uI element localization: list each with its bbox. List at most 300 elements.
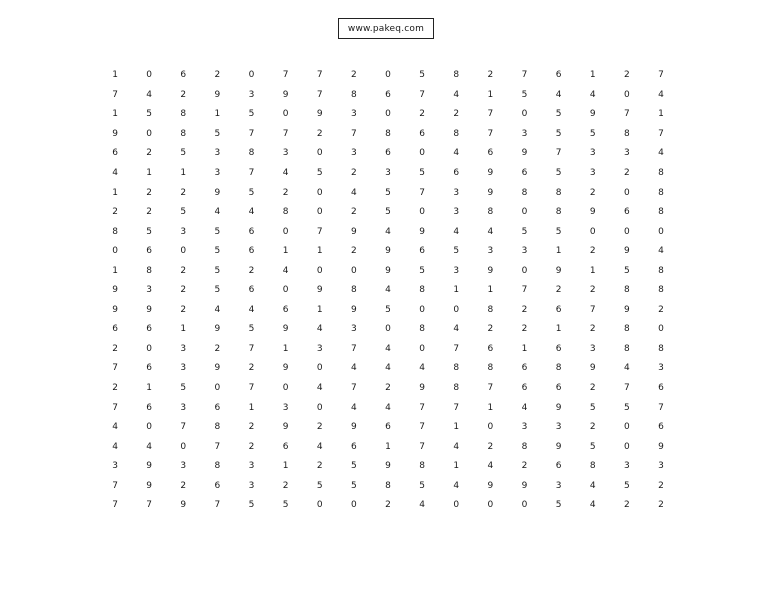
grid-cell: 5: [214, 246, 221, 257]
grid-cell: 6: [180, 70, 187, 81]
grid-cell: 4: [112, 441, 118, 452]
grid-cell: 6: [146, 246, 153, 257]
grid-cell: 0: [282, 285, 289, 296]
grid-cell: 9: [146, 304, 153, 315]
grid-row: [98, 301, 678, 321]
grid-cell: 0: [316, 207, 323, 218]
grid-cell: 1: [487, 89, 494, 100]
grid-cell: 5: [214, 128, 221, 139]
grid-cell: 1: [658, 109, 664, 120]
grid-cell: 5: [453, 246, 460, 257]
grid-cell: 8: [623, 128, 630, 139]
grid-cell: 4: [385, 226, 391, 237]
grid-cell: 4: [316, 383, 323, 394]
grid-cell: 1: [146, 383, 153, 394]
grid-cell: 0: [419, 207, 425, 218]
grid-cell: 0: [385, 324, 391, 335]
grid-cell: 4: [351, 363, 357, 374]
grid-cell: 9: [623, 246, 630, 257]
grid-cell: 4: [453, 89, 460, 100]
grid-cell: 5: [555, 500, 562, 511]
grid-cell: 1: [180, 324, 187, 335]
grid-cell: 0: [316, 265, 323, 276]
grid-cell: 1: [282, 343, 289, 354]
grid-cell: 8: [385, 480, 391, 491]
grid-cell: 7: [112, 500, 118, 511]
grid-cell: 6: [112, 148, 118, 159]
grid-cell: 2: [351, 246, 357, 257]
grid-cell: 2: [487, 441, 494, 452]
grid-cell: 5: [316, 480, 323, 491]
grid-cell: 5: [589, 402, 596, 413]
grid-cell: 2: [521, 304, 528, 315]
grid-cell: 7: [248, 128, 255, 139]
grid-cell: 0: [453, 500, 460, 511]
grid-cell: 7: [487, 383, 494, 394]
grid-row: [98, 183, 678, 203]
grid-cell: 2: [521, 324, 528, 335]
grid-cell: 0: [351, 500, 357, 511]
grid-cell: 8: [487, 304, 494, 315]
grid-cell: 0: [282, 383, 289, 394]
grid-cell: 5: [521, 226, 528, 237]
grid-cell: 8: [487, 207, 494, 218]
grid-cell: 7: [453, 343, 460, 354]
grid-cell: 5: [419, 265, 425, 276]
grid-cell: 7: [112, 402, 118, 413]
grid-cell: 3: [521, 246, 528, 257]
grid-cell: 3: [589, 343, 596, 354]
grid-cell: 8: [214, 422, 221, 433]
grid-cell: 4: [282, 265, 289, 276]
grid-cell: 1: [248, 402, 255, 413]
grid-cell: 6: [419, 246, 425, 257]
grid-cell: 3: [385, 168, 391, 178]
grid-cell: 5: [180, 207, 187, 218]
grid-cell: 0: [316, 363, 323, 374]
grid-cell: 1: [589, 265, 596, 276]
grid-row: [98, 476, 678, 496]
grid-cell: 3: [658, 363, 664, 374]
grid-cell: 4: [658, 89, 664, 100]
grid-cell: 1: [555, 324, 562, 335]
grid-cell: 3: [248, 89, 255, 100]
grid-cell: 7: [658, 402, 664, 413]
grid-cell: 9: [180, 500, 187, 511]
grid-cell: 5: [248, 324, 255, 335]
grid-cell: 2: [146, 148, 153, 159]
grid-cell: 4: [214, 207, 221, 218]
grid-cell: 2: [180, 89, 187, 100]
grid-cell: 3: [180, 402, 187, 413]
grid-cell: 6: [112, 324, 118, 335]
grid-cell: 9: [351, 422, 357, 433]
grid-cell: 8: [521, 441, 528, 452]
grid-cell: 5: [316, 168, 323, 178]
grid-cell: 0: [180, 441, 187, 452]
grid-cell: 7: [521, 285, 528, 296]
grid-cell: 1: [214, 109, 221, 120]
grid-cell: 8: [351, 89, 357, 100]
grid-cell: 8: [623, 343, 630, 354]
grid-cell: 9: [555, 265, 562, 276]
grid-cell: 2: [112, 207, 118, 218]
grid-cell: 5: [623, 265, 630, 276]
grid-cell: 5: [282, 500, 289, 511]
grid-cell: 4: [351, 187, 357, 198]
grid-cell: 7: [658, 70, 664, 81]
grid-cell: 6: [248, 226, 255, 237]
grid-cell: 7: [419, 89, 425, 100]
grid-cell: 2: [487, 70, 494, 81]
grid-cell: 5: [214, 285, 221, 296]
grid-cell: 9: [112, 285, 118, 296]
grid-cell: 2: [282, 187, 289, 198]
grid-cell: 6: [214, 402, 221, 413]
grid-cell: 0: [282, 226, 289, 237]
grid-cell: 9: [487, 187, 494, 198]
grid-cell: 8: [658, 265, 664, 276]
grid-cell: 1: [453, 461, 460, 472]
grid-cell: 4: [453, 148, 460, 159]
grid-row: [98, 281, 678, 301]
grid-cell: 9: [419, 383, 425, 394]
grid-cell: 9: [589, 207, 596, 218]
grid-row: [98, 496, 678, 516]
grid-cell: 6: [385, 422, 391, 433]
grid-row: [98, 418, 678, 438]
grid-cell: 5: [180, 383, 187, 394]
grid-cell: 3: [555, 480, 562, 491]
grid-cell: 4: [658, 246, 664, 257]
grid-cell: 6: [555, 343, 562, 354]
grid-cell: 6: [419, 128, 425, 139]
grid-row: [98, 261, 678, 281]
grid-cell: 9: [146, 480, 153, 491]
grid-cell: 6: [351, 441, 357, 452]
grid-cell: 4: [112, 422, 118, 433]
grid-cell: 4: [146, 89, 153, 100]
grid-cell: 2: [658, 304, 664, 315]
grid-cell: 7: [658, 128, 664, 139]
grid-cell: 3: [623, 148, 630, 159]
grid-cell: 2: [589, 187, 596, 198]
grid-cell: 5: [385, 187, 391, 198]
grid-cell: 5: [419, 480, 425, 491]
grid-cell: 1: [385, 441, 391, 452]
grid-cell: 8: [453, 70, 460, 81]
grid-cell: 9: [521, 480, 528, 491]
grid-cell: 2: [589, 422, 596, 433]
grid-cell: 5: [623, 480, 630, 491]
grid-cell: 9: [112, 128, 118, 139]
grid-cell: 6: [453, 168, 460, 178]
grid-cell: 9: [214, 324, 221, 335]
grid-cell: 8: [589, 461, 596, 472]
grid-cell: 4: [453, 441, 460, 452]
grid-cell: 1: [589, 70, 596, 81]
grid-cell: 5: [385, 304, 391, 315]
grid-cell: 1: [112, 70, 118, 81]
grid-cell: 3: [453, 187, 460, 198]
grid-cell: 9: [623, 304, 630, 315]
grid-cell: 0: [146, 343, 153, 354]
grid-row: [98, 66, 678, 86]
grid-cell: 3: [146, 285, 153, 296]
grid-cell: 6: [146, 363, 153, 374]
grid-cell: 3: [282, 148, 289, 159]
grid-cell: 5: [214, 226, 221, 237]
grid-cell: 7: [351, 128, 357, 139]
grid-cell: 7: [589, 304, 596, 315]
grid-cell: 9: [487, 265, 494, 276]
grid-cell: 9: [214, 89, 221, 100]
grid-cell: 3: [555, 422, 562, 433]
grid-cell: 2: [453, 109, 460, 120]
grid-cell: 2: [623, 500, 630, 511]
grid-cell: 6: [658, 383, 664, 394]
grid-cell: 3: [623, 461, 630, 472]
grid-cell: 7: [316, 226, 323, 237]
grid-cell: 4: [351, 402, 357, 413]
grid-cell: 7: [282, 70, 289, 81]
grid-cell: 5: [248, 500, 255, 511]
grid-cell: 0: [351, 265, 357, 276]
grid-cell: 8: [180, 128, 187, 139]
grid-cell: 4: [487, 461, 494, 472]
grid-cell: 6: [658, 422, 664, 433]
grid-row: [98, 86, 678, 106]
grid-cell: 5: [248, 187, 255, 198]
grid-cell: 4: [453, 324, 460, 335]
grid-cell: 9: [214, 363, 221, 374]
grid-cell: 3: [351, 148, 357, 159]
grid-cell: 7: [555, 148, 562, 159]
grid-cell: 4: [316, 441, 323, 452]
grid-cell: 6: [385, 148, 391, 159]
grid-cell: 2: [555, 285, 562, 296]
grid-cell: 7: [419, 422, 425, 433]
grid-cell: 1: [112, 187, 118, 198]
grid-row: [98, 379, 678, 399]
grid-cell: 8: [658, 187, 664, 198]
grid-cell: 0: [589, 226, 596, 237]
grid-cell: 0: [453, 304, 460, 315]
grid-row: [98, 203, 678, 223]
grid-row: [98, 340, 678, 360]
grid-cell: 3: [453, 207, 460, 218]
grid-cell: 7: [112, 89, 118, 100]
grid-cell: 8: [248, 148, 255, 159]
grid-cell: 7: [316, 89, 323, 100]
grid-cell: 2: [248, 422, 255, 433]
grid-cell: 4: [248, 207, 255, 218]
grid-cell: 8: [351, 285, 357, 296]
grid-cell: 6: [555, 383, 562, 394]
grid-cell: 1: [487, 402, 494, 413]
grid-cell: 7: [623, 109, 630, 120]
grid-cell: 4: [487, 226, 494, 237]
grid-cell: 9: [555, 441, 562, 452]
grid-cell: 2: [180, 480, 187, 491]
grid-row: [98, 457, 678, 477]
grid-cell: 5: [555, 109, 562, 120]
grid-cell: 8: [658, 207, 664, 218]
grid-cell: 6: [521, 363, 528, 374]
grid-cell: 2: [487, 324, 494, 335]
grid-cell: 4: [385, 363, 391, 374]
grid-cell: 8: [555, 363, 562, 374]
grid-cell: 0: [214, 383, 221, 394]
grid-cell: 4: [589, 89, 596, 100]
grid-cell: 0: [385, 70, 391, 81]
grid-cell: 3: [180, 363, 187, 374]
grid-cell: 6: [146, 324, 153, 335]
grid-cell: 9: [385, 461, 391, 472]
grid-cell: 2: [180, 265, 187, 276]
grid-cell: 8: [419, 285, 425, 296]
grid-cell: 6: [555, 70, 562, 81]
grid-cell: 7: [521, 70, 528, 81]
grid-cell: 5: [419, 70, 425, 81]
grid-cell: 2: [658, 500, 664, 511]
grid-cell: 8: [282, 207, 289, 218]
grid-cell: 4: [453, 226, 460, 237]
grid-cell: 1: [316, 304, 323, 315]
grid-cell: 2: [521, 461, 528, 472]
grid-cell: 3: [248, 480, 255, 491]
grid-cell: 5: [521, 89, 528, 100]
grid-cell: 5: [351, 461, 357, 472]
grid-cell: 3: [316, 343, 323, 354]
grid-cell: 7: [214, 500, 221, 511]
grid-cell: 3: [521, 128, 528, 139]
grid-cell: 2: [146, 187, 153, 198]
grid-cell: 2: [316, 461, 323, 472]
grid-cell: 1: [146, 168, 153, 178]
grid-cell: 0: [419, 304, 425, 315]
grid-cell: 9: [385, 246, 391, 257]
grid-cell: 3: [658, 461, 664, 472]
grid-cell: 4: [385, 343, 391, 354]
grid-cell: 8: [419, 324, 425, 335]
grid-cell: 7: [112, 363, 118, 374]
grid-cell: 7: [248, 168, 255, 178]
grid-cell: 4: [419, 500, 425, 511]
grid-cell: 8: [658, 343, 664, 354]
grid-cell: 2: [623, 168, 630, 178]
grid-cell: 9: [555, 402, 562, 413]
grid-cell: 5: [555, 226, 562, 237]
grid-cell: 7: [180, 422, 187, 433]
grid-cell: 0: [623, 89, 630, 100]
grid-cell: 0: [146, 70, 153, 81]
grid-cell: 0: [521, 265, 528, 276]
grid-cell: 6: [555, 461, 562, 472]
grid-cell: 4: [658, 148, 664, 159]
grid-cell: 9: [112, 304, 118, 315]
grid-cell: 0: [316, 500, 323, 511]
grid-row: [98, 105, 678, 125]
grid-cell: 4: [112, 168, 118, 178]
grid-cell: 6: [521, 383, 528, 394]
grid-cell: 8: [453, 128, 460, 139]
grid-cell: 7: [351, 383, 357, 394]
grid-cell: 2: [248, 441, 255, 452]
grid-cell: 9: [214, 187, 221, 198]
grid-cell: 8: [658, 168, 664, 178]
grid-cell: 0: [623, 187, 630, 198]
grid-cell: 0: [146, 128, 153, 139]
grid-cell: 4: [146, 441, 153, 452]
grid-cell: 2: [351, 168, 357, 178]
grid-row: [98, 320, 678, 340]
grid-cell: 5: [146, 109, 153, 120]
grid-cell: 1: [180, 168, 187, 178]
grid-cell: 7: [248, 343, 255, 354]
grid-cell: 3: [214, 168, 221, 178]
grid-cell: 6: [248, 285, 255, 296]
grid-cell: 7: [112, 480, 118, 491]
grid-row: [98, 144, 678, 164]
grid-cell: 1: [282, 246, 289, 257]
grid-cell: 9: [282, 89, 289, 100]
grid-row: [98, 164, 678, 184]
grid-cell: 0: [521, 109, 528, 120]
grid-cell: 0: [623, 422, 630, 433]
grid-cell: 2: [146, 207, 153, 218]
grid-cell: 3: [521, 422, 528, 433]
grid-cell: 6: [214, 480, 221, 491]
grid-cell: 0: [623, 441, 630, 452]
grid-cell: 3: [487, 246, 494, 257]
grid-cell: 3: [180, 343, 187, 354]
grid-cell: 9: [589, 109, 596, 120]
grid-cell: 4: [623, 363, 630, 374]
grid-cell: 1: [555, 246, 562, 257]
grid-cell: 5: [555, 128, 562, 139]
grid-cell: 9: [146, 461, 153, 472]
grid-cell: 5: [214, 265, 221, 276]
grid-cell: 8: [180, 109, 187, 120]
grid-cell: 5: [146, 226, 153, 237]
grid-cell: 0: [623, 226, 630, 237]
grid-cell: 2: [316, 422, 323, 433]
grid-cell: 9: [282, 363, 289, 374]
grid-row: [98, 398, 678, 418]
grid-cell: 9: [487, 168, 494, 178]
grid-cell: 4: [214, 304, 221, 315]
site-url-box: [338, 18, 434, 39]
grid-cell: 2: [248, 363, 255, 374]
grid-cell: 0: [385, 109, 391, 120]
grid-cell: 2: [589, 383, 596, 394]
grid-cell: 7: [282, 128, 289, 139]
grid-cell: 9: [385, 265, 391, 276]
grid-cell: 8: [385, 128, 391, 139]
grid-cell: 0: [658, 226, 664, 237]
grid-cell: 8: [419, 461, 425, 472]
grid-cell: 0: [521, 500, 528, 511]
grid-cell: 8: [146, 265, 153, 276]
grid-cell: 0: [248, 70, 255, 81]
grid-cell: 3: [589, 168, 596, 178]
grid-cell: 1: [112, 109, 118, 120]
grid-cell: 2: [351, 70, 357, 81]
grid-cell: 4: [385, 285, 391, 296]
grid-cell: 8: [453, 363, 460, 374]
grid-cell: 7: [453, 402, 460, 413]
